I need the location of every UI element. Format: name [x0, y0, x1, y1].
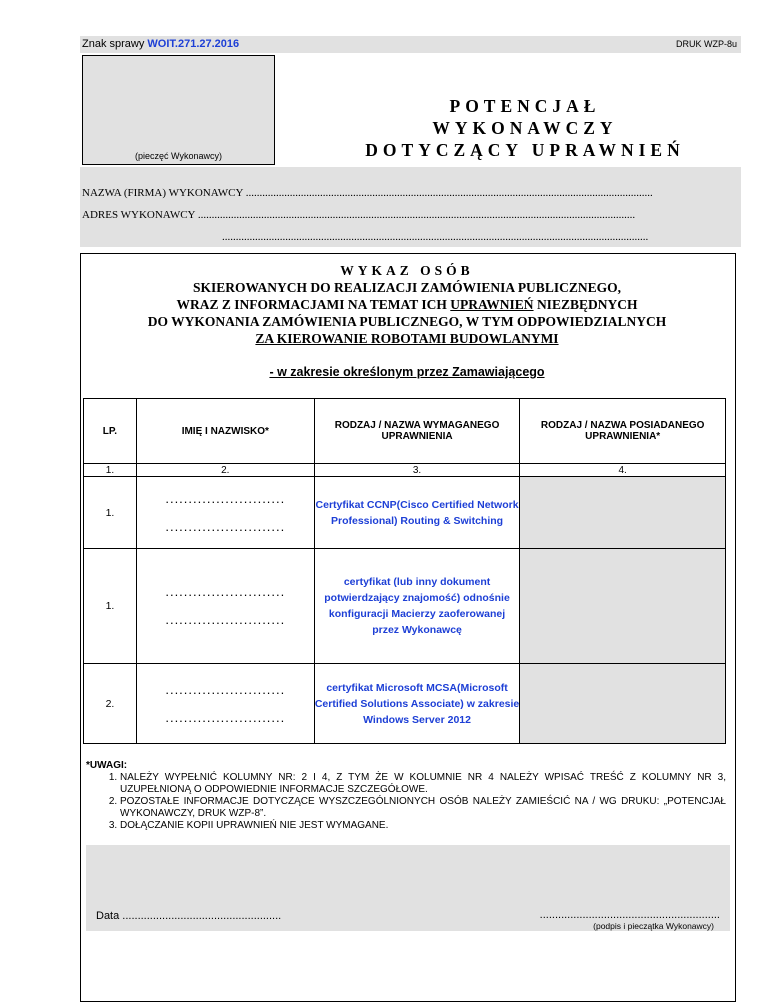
name-cell[interactable] — [136, 549, 314, 664]
name-cell[interactable] — [136, 477, 314, 549]
header-name: IMIĘ I NAZWISKO* — [136, 399, 314, 464]
remarks-title: *UWAGI: — [86, 760, 128, 771]
name-dots[interactable]: .......................... — [165, 709, 286, 725]
contractor-name-field[interactable]: NAZWA (FIRMA) WYKONAWCY .................................................................................................................................................... — [82, 187, 653, 199]
table-header-row — [84, 399, 726, 464]
col-number: 4. — [520, 464, 726, 477]
name-dots[interactable]: .......................... — [165, 681, 286, 697]
list-title-line-3c: NIEZBĘDNYCH — [533, 297, 638, 312]
row-lp: 1. — [84, 477, 137, 549]
header-lp: LP. — [84, 399, 137, 464]
stamp-caption: (pieczęć Wykonawcy) — [135, 151, 222, 161]
name-dots[interactable]: .......................... — [165, 584, 286, 599]
possessed-qualification-cell[interactable] — [520, 549, 726, 664]
remarks-list — [86, 772, 726, 832]
remark-item: 2. POZOSTAŁE INFORMACJE DOTYCZĄCE WYSZCZEGÓLNIONYCH OSÓB NALEŻY ZAMIEŚCIĆ NA / WG DRUKU: „POTENCJAŁ WYKONAWCZY, DRUK WZP-8”. — [120, 796, 726, 820]
signature-caption: (podpis i pieczątka Wykonawcy) — [593, 921, 714, 931]
title-line-3: DOTYCZĄCY UPRAWNIEŃ — [365, 140, 685, 160]
title-line-2: WYKONAWCZY — [432, 118, 618, 138]
row-lp: 1. — [84, 549, 137, 664]
list-title-line-3a: WRAZ Z INFORMACJAMI NA TEMAT ICH — [176, 297, 451, 312]
required-qualification: Certyfikat CCNP(Cisco Certified Network Professional) Routing & Switching — [314, 477, 520, 549]
name-dots[interactable]: .......................... — [165, 612, 286, 627]
list-title-line-1: WYKAZ OSÓB — [340, 263, 474, 278]
header-bar — [80, 36, 741, 53]
list-title — [81, 262, 733, 347]
required-qualification: certyfikat (lub inny dokument potwierdzający znajomość) odnośnie konfiguracji Macierzy zaoferowanej przez Wykonawcę — [314, 549, 520, 664]
col-number: 3. — [314, 464, 520, 477]
persons-table — [83, 398, 726, 744]
contractor-info-section — [80, 167, 741, 247]
col-number: 2. — [136, 464, 314, 477]
form-code: DRUK WZP-8u — [675, 39, 737, 49]
contractor-stamp-box[interactable] — [82, 55, 275, 165]
header-required: RODZAJ / NAZWA WYMAGANEGO UPRAWNIENIA — [314, 399, 520, 464]
title-line-1: POTENCJAŁ — [449, 96, 601, 116]
table-row — [84, 664, 726, 744]
remarks — [86, 760, 726, 832]
signature-section — [86, 845, 730, 931]
list-title-line-4: DO WYKONANIA ZAMÓWIENIA PUBLICZNEGO, W TYM ODPOWIEDZIALNYCH — [147, 314, 667, 329]
list-title-line-5: ZA KIEROWANIE ROBOTAMI BUDOWLANYMI — [255, 331, 559, 346]
contractor-address-line2[interactable]: ........................................................................................................................................................... — [222, 231, 649, 243]
header-possessed: RODZAJ / NAZWA POSIADANEGO UPRAWNIENIA* — [520, 399, 726, 464]
document-title — [320, 95, 730, 161]
column-number-row — [84, 464, 726, 477]
name-dots[interactable]: .......................... — [165, 518, 286, 534]
case-number: WOIT.271.27.2016 — [147, 38, 240, 50]
name-dots[interactable]: .......................... — [165, 490, 286, 506]
col-number: 1. — [84, 464, 137, 477]
row-lp: 2. — [84, 664, 137, 744]
name-cell[interactable] — [136, 664, 314, 744]
possessed-qualification-cell[interactable] — [520, 664, 726, 744]
remark-item: 3. DOŁĄCZANIE KOPII UPRAWNIEŃ NIE JEST WYMAGANE. — [120, 820, 726, 832]
case-label: Znak sprawy — [82, 38, 145, 50]
scope-note: - w zakresie określonym przez Zamawiającego — [269, 365, 545, 379]
list-title-line-3 — [81, 296, 733, 313]
list-title-line-2: SKIEROWANYCH DO REALIZACJI ZAMÓWIENIA PUBLICZNEGO, — [193, 280, 621, 295]
required-qualification: certyfikat Microsoft MCSA(Microsoft Certified Solutions Associate) w zakresie Windows Server 2012 — [314, 664, 520, 744]
table-row — [84, 477, 726, 549]
table-row — [84, 549, 726, 664]
case-number-line — [82, 38, 239, 50]
contractor-address-field[interactable]: ADRES WYKONAWCY ............................................................................................................................................................... — [82, 209, 636, 221]
date-field[interactable]: Data .................................................... — [96, 910, 282, 922]
possessed-qualification-cell[interactable] — [520, 477, 726, 549]
list-title-line-3b: UPRAWNIEŃ — [450, 297, 534, 312]
signature-line[interactable]: ........................................................... — [539, 909, 720, 921]
remark-item: 1. NALEŻY WYPEŁNIĆ KOLUMNY NR: 2 I 4, Z TYM ŻE W KOLUMNIE NR 4 NALEŻY WPISAĆ TREŚĆ Z KOLUMNY NR 3, UZUPEŁNIONĄ O ODPOWIEDNIE INFORMACJE SZCZEGÓŁOWE. — [120, 772, 726, 796]
